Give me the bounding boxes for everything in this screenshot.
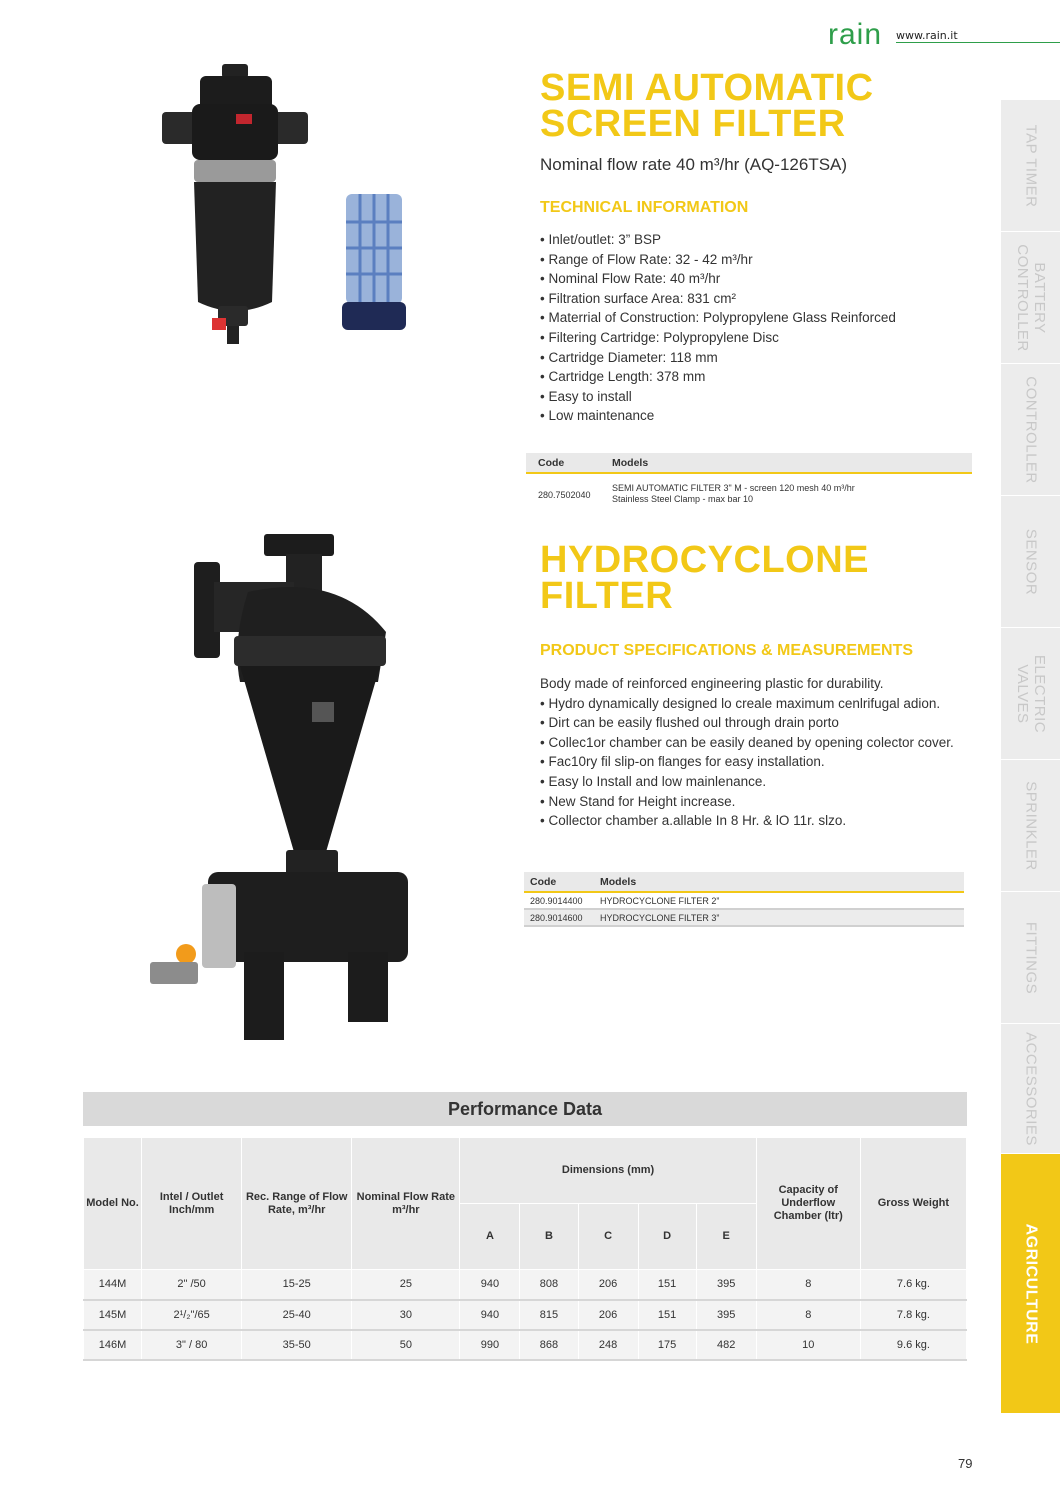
inlet-header: Intel / Outlet Inch/mm — [142, 1138, 242, 1270]
technical-information-heading: TECHNICAL INFORMATION — [540, 199, 749, 216]
range-header: Rec. Range of Flow Rate, m³/hr — [242, 1138, 352, 1270]
list-item: • Cartridge Diameter: 118 mm — [540, 349, 718, 365]
cell-b: 868 — [520, 1330, 578, 1360]
capacity-header: Capacity of Underflow Chamber (ltr) — [756, 1138, 860, 1270]
code-header: Code — [526, 453, 612, 473]
screen-filter-title: SEMI AUTOMATIC SCREEN FILTER — [540, 67, 874, 145]
table-row — [524, 892, 964, 909]
cell-inlet: 3" / 80 — [142, 1330, 242, 1360]
cell-d: 151 — [638, 1300, 696, 1330]
list-item: • Collector chamber a.allable In 8 Hr. & lO 11r. slzo. — [540, 813, 847, 829]
code-cell: 280.9014400 — [524, 892, 600, 909]
list-item: • Easy lo Install and low mainlenance. — [540, 773, 767, 789]
table-row — [84, 1330, 967, 1360]
performance-data-title: Performance Data — [83, 1092, 967, 1126]
dim-b-header: B — [520, 1204, 578, 1270]
header-divider — [896, 42, 1060, 43]
list-item: • Easy to install — [540, 388, 632, 404]
list-item: • Cartridge Length: 378 mm — [540, 369, 706, 385]
tab-electric-valves[interactable]: ELECTRIC VALVES — [1001, 628, 1060, 760]
list-item: • Dirt can be easily flushed oul through drain porto — [540, 715, 839, 731]
model-cell: HYDROCYCLONE FILTER 2” — [600, 892, 964, 909]
list-item: • Hydro dynamically designed lo creale maximum cenlrifugal adion. — [540, 695, 941, 711]
cell-d: 151 — [638, 1270, 696, 1300]
performance-table — [83, 1137, 967, 1361]
list-item: • Range of Flow Rate: 32 - 42 m³/hr — [540, 251, 753, 267]
cell-c: 206 — [578, 1300, 638, 1330]
table-row — [84, 1270, 967, 1300]
side-tab-bar — [1001, 100, 1060, 1414]
list-item: • Materrial of Construction: Polypropylene Glass Reinforced — [540, 310, 896, 326]
cell-range: 15-25 — [242, 1270, 352, 1300]
cell-d: 175 — [638, 1330, 696, 1360]
cell-e: 395 — [696, 1270, 756, 1300]
rain-logo — [828, 20, 894, 56]
brand-text: rain — [828, 18, 883, 51]
table-row — [524, 909, 964, 926]
table-row — [526, 473, 972, 505]
tab-agriculture[interactable]: AGRICULTURE — [1001, 1154, 1060, 1414]
model-cell: SEMI AUTOMATIC FILTER 3" M - screen 120 mesh 40 m³/hr Stainless Steel Clamp - max bar 10 — [612, 483, 855, 504]
dim-a-header: A — [460, 1204, 520, 1270]
list-item: • Fac10ry fil slip-on flanges for easy installation. — [540, 754, 825, 770]
tab-sensor[interactable]: SENSOR — [1001, 496, 1060, 628]
cell-c: 206 — [578, 1270, 638, 1300]
cell-inlet: 2" /50 — [142, 1270, 242, 1300]
cell-model: 144M — [84, 1270, 142, 1300]
cell-c: 248 — [578, 1330, 638, 1360]
dimensions-header: Dimensions (mm) — [460, 1138, 756, 1204]
dim-e-header: E — [696, 1204, 756, 1270]
screen-filter-code-table — [526, 453, 972, 505]
technical-information-list — [540, 230, 980, 426]
tab-fittings[interactable]: FITTINGS — [1001, 892, 1060, 1024]
page-number: 79 — [958, 1456, 973, 1471]
cell-e: 395 — [696, 1300, 756, 1330]
cell-a: 940 — [460, 1300, 520, 1330]
cell-weight: 9.6 kg. — [860, 1330, 966, 1360]
tab-controller[interactable]: CONTROLLER — [1001, 364, 1060, 496]
tab-accessories[interactable]: ACCESSORIES — [1001, 1024, 1060, 1154]
cell-b: 808 — [520, 1270, 578, 1300]
weight-header: Gross Weight — [860, 1138, 966, 1270]
models-header: Models — [600, 872, 964, 892]
cell-capacity: 8 — [756, 1270, 860, 1300]
list-item: • Nominal Flow Rate: 40 m³/hr — [540, 271, 721, 287]
table-row — [84, 1300, 967, 1330]
cell-model: 145M — [84, 1300, 142, 1330]
tab-sprinkler[interactable]: SPRINKLER — [1001, 760, 1060, 892]
cell-weight: 7.8 kg. — [860, 1300, 966, 1330]
cell-nominal: 25 — [352, 1270, 460, 1300]
cell-weight: 7.6 kg. — [860, 1270, 966, 1300]
list-item: Body made of reinforced engineering plastic for durability. — [540, 676, 884, 691]
model-header: Model No. — [84, 1138, 142, 1270]
hydrocyclone-code-table — [524, 872, 964, 927]
list-item: • Low maintenance — [540, 408, 655, 424]
cell-capacity: 10 — [756, 1330, 860, 1360]
tab-battery-controller[interactable]: BATTERY CONTROLLER — [1001, 232, 1060, 364]
nominal-header: Nominal Flow Rate m³/hr — [352, 1138, 460, 1270]
model-cell: HYDROCYCLONE FILTER 3” — [600, 909, 964, 926]
cell-b: 815 — [520, 1300, 578, 1330]
dim-d-header: D — [638, 1204, 696, 1270]
hydrocyclone-image — [148, 532, 448, 1042]
cell-model: 146M — [84, 1330, 142, 1360]
cell-nominal: 30 — [352, 1300, 460, 1330]
website-link[interactable]: www.rain.it — [896, 29, 958, 42]
product-specs-heading: PRODUCT SPECIFICATIONS & MEASUREMENTS — [540, 642, 914, 659]
cell-capacity: 8 — [756, 1300, 860, 1330]
list-item: • Filtering Cartridge: Polypropylene Disc — [540, 329, 779, 345]
list-item: • Filtration surface Area: 831 cm² — [540, 290, 737, 306]
models-header: Models — [612, 453, 972, 473]
screen-filter-image — [160, 62, 430, 352]
list-item: • Collec1or chamber can be easily deaned by opening colector cover. — [540, 734, 954, 750]
cell-range: 35-50 — [242, 1330, 352, 1360]
code-cell: 280.9014600 — [524, 909, 600, 926]
cell-nominal: 50 — [352, 1330, 460, 1360]
code-cell: 280.7502040 — [538, 490, 591, 500]
cell-e: 482 — [696, 1330, 756, 1360]
cell-a: 990 — [460, 1330, 520, 1360]
list-item: • Inlet/outlet: 3” BSP — [540, 232, 662, 247]
cell-a: 940 — [460, 1270, 520, 1300]
screen-filter-subtitle: Nominal flow rate 40 m³/hr (AQ-126TSA) — [540, 155, 848, 174]
product-specs-list — [540, 674, 980, 831]
cell-inlet: 2¹/₂"/65 — [142, 1300, 242, 1330]
cell-range: 25-40 — [242, 1300, 352, 1330]
code-header: Code — [524, 872, 600, 892]
hydrocyclone-title: HYDROCYCLONE FILTER — [540, 539, 870, 617]
tab-tap-timer[interactable]: TAP TIMER — [1001, 100, 1060, 232]
dim-c-header: C — [578, 1204, 638, 1270]
list-item: • New Stand for Height increase. — [540, 793, 736, 809]
